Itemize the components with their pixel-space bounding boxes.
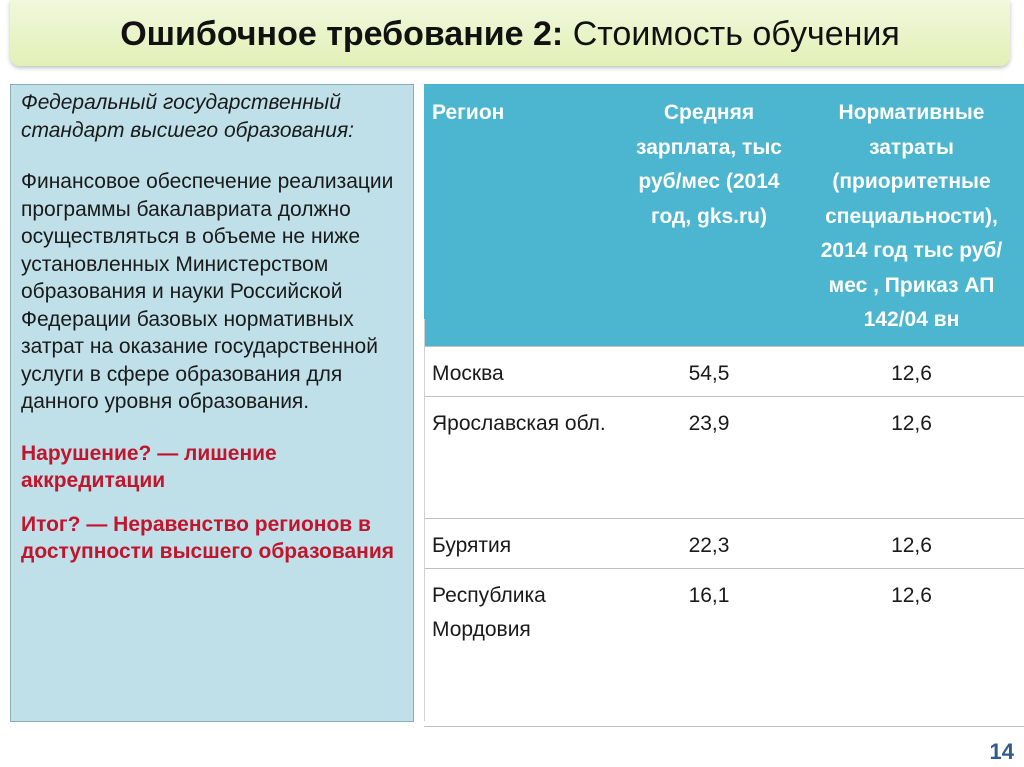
cell-salary: 23,9 [619, 396, 799, 518]
cell-region: Москва [424, 346, 619, 396]
cell-cost: 12,6 [799, 396, 1024, 518]
table-header-row [424, 84, 1024, 346]
cell-salary: 16,1 [619, 568, 799, 726]
cell-cost: 12,6 [799, 568, 1024, 726]
violation-text: Нарушение? — лишение аккредитации [21, 441, 277, 492]
result-text: Итог? — Неравенство регионов в доступности высшего образования [21, 512, 394, 563]
cell-salary: 54,5 [619, 346, 799, 396]
cell-salary: 22,3 [619, 518, 799, 568]
title-bold: Ошибочное требование 2: [120, 15, 564, 53]
slide-number: 14 [989, 739, 1014, 764]
slide-title [10, 0, 1010, 66]
header-cost: Нормативные затраты (приоритетные специальности), 2014 год тыс руб/мес , Приказ АП 142/04 вн [799, 84, 1024, 346]
standard-textbox [10, 84, 414, 722]
header-region: Регион [424, 84, 619, 346]
table-row [424, 518, 1024, 568]
cell-region: Бурятия [424, 518, 619, 568]
cell-cost: 12,6 [799, 518, 1024, 568]
header-salary: Средняя зарплата, тыс руб/мес (2014 год, gks.ru) [619, 84, 799, 346]
standard-body: Финансовое обеспечение реализации программы бакалавриата должно осуществляться в объеме не ниже установленных Министерством образования и науки Российской Федерации базовых нормативных затрат на оказание государственной услуги в сфере образования для данного уровня образования. [21, 170, 394, 413]
table-left-border [424, 319, 425, 721]
cell-region: Республика Мордовия [424, 568, 619, 726]
standard-header: Федеральный государственный стандарт высшего образования: [21, 91, 355, 142]
title-normal: Стоимость обучения [572, 15, 900, 53]
cell-region: Ярославская обл. [424, 396, 619, 518]
region-cost-table [424, 84, 1024, 727]
table-row [424, 346, 1024, 396]
table-row [424, 396, 1024, 518]
table-row [424, 568, 1024, 726]
cell-cost: 12,6 [799, 346, 1024, 396]
